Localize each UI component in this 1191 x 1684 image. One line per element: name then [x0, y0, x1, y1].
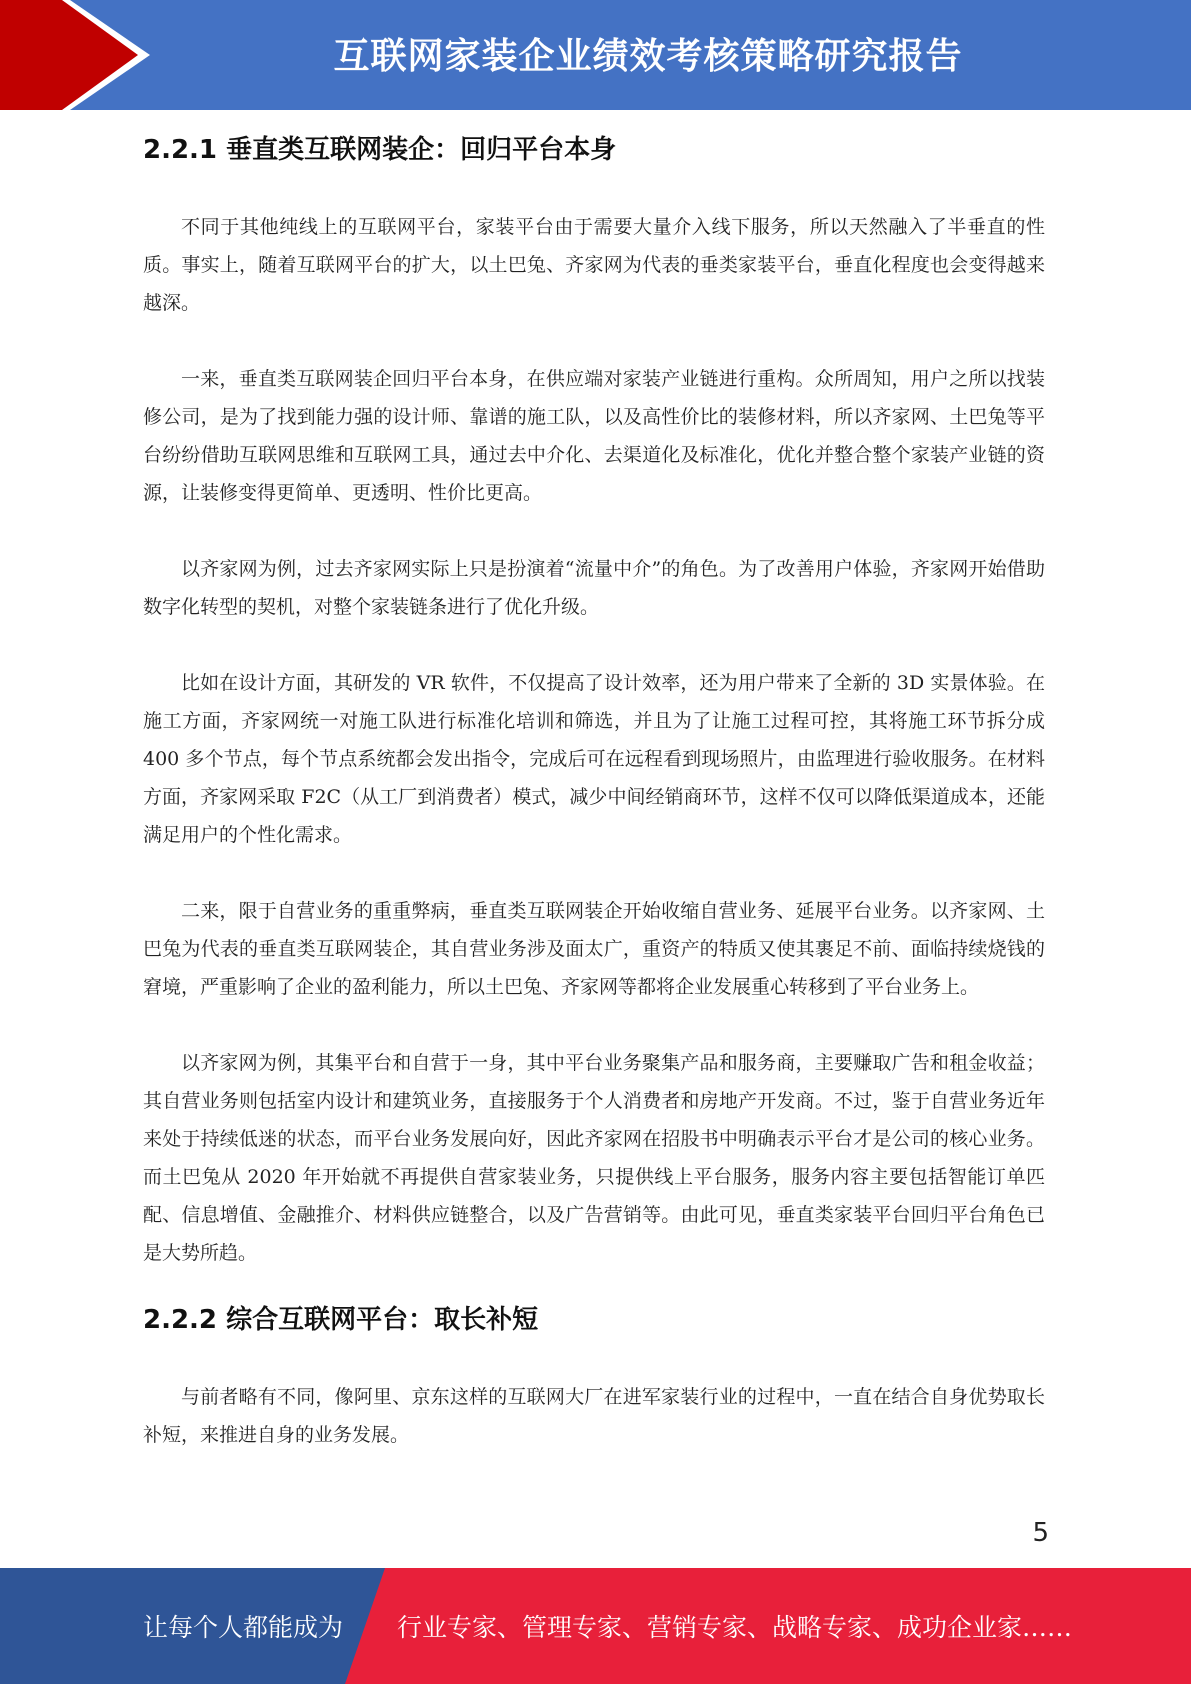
paragraph: 以齐家网为例，其集平台和自营于一身，其中平台业务聚集产品和服务商，主要赚取广告和租金收益；其自营业务则包括室内设计和建筑业务，直接服务于个人消费者和房地产开发商。不过，鉴于自营业务近年来处于持续低迷的状态，而平台业务发展向好，因此齐家网在招股书中明确表示平台才是公司的核心业务。而土巴兔从 2020 年开始就不再提供自营家装业务，只提供线上平台服务，服务内容主要包括智能订单匹配、信息增值、金融推介、材料供应链整合，以及广告营销等。由此可见，垂直类家装平台回归平台角色已是大势所趋。 [143, 1052, 1045, 1264]
section-heading-2-2-2: 2.2.2 综合互联网平台：取长补短 [143, 1305, 539, 1335]
footer-slogan-left: 让每个人都能成为 [143, 1613, 344, 1642]
paragraph: 一来，垂直类互联网装企回归平台本身，在供应端对家装产业链进行重构。众所周知，用户之所以找装修公司，是为了找到能力强的设计师、靠谱的施工队，以及高性价比的装修材料，所以齐家网、土巴兔等平台纷纷借助互联网思维和互联网工具，通过去中介化、去渠道化及标准化，优化并整合整个家装产业链的资源，让装修变得更简单、更透明、性价比更高。 [143, 368, 1045, 504]
page-header [0, 0, 1191, 110]
paragraph: 不同于其他纯线上的互联网平台，家装平台由于需要大量介入线下服务，所以天然融入了半垂直的性质。事实上，随着互联网平台的扩大，以土巴兔、齐家网为代表的垂类家装平台，垂直化程度也会变得越来越深。 [143, 216, 1045, 314]
paragraph: 比如在设计方面，其研发的 VR 软件，不仅提高了设计效率，还为用户带来了全新的 3D 实景体验。在施工方面，齐家网统一对施工队进行标准化培训和筛选，并且为了让施工过程可控，其将施工环节拆分成 400 多个节点，每个节点系统都会发出指令，完成后可在远程看到现场照片，由监理进行验收服务。在材料方面，齐家网采取 F2C（从工厂到消费者）模式，减少中间经销商环节，这样不仅可以降低渠道成本，还能满足用户的个性化需求。 [143, 672, 1045, 846]
page-footer [0, 1568, 1191, 1684]
page-number: 5 [1032, 1518, 1049, 1548]
document-body [143, 126, 1045, 1454]
paragraph: 二来，限于自营业务的重重弊病，垂直类互联网装企开始收缩自营业务、延展平台业务。以齐家网、土巴兔为代表的垂直类互联网装企，其自营业务涉及面太广，重资产的特质又使其裹足不前、面临持续烧钱的窘境，严重影响了企业的盈利能力，所以土巴兔、齐家网等都将企业发展重心转移到了平台业务上。 [143, 900, 1045, 998]
paragraph: 以齐家网为例，过去齐家网实际上只是扮演着“流量中介”的角色。为了改善用户体验，齐家网开始借助数字化转型的契机，对整个家装链条进行了优化升级。 [143, 558, 1045, 618]
footer-slogan-right: 行业专家、管理专家、营销专家、战略专家、成功企业家…… [397, 1613, 1073, 1642]
paragraph: 与前者略有不同，像阿里、京东这样的互联网大厂在进军家装行业的过程中，一直在结合自身优势取长补短，来推进自身的业务发展。 [143, 1386, 1045, 1446]
report-title: 互联网家装企业绩效考核策略研究报告 [333, 35, 963, 77]
section-heading-2-2-1: 2.2.1 垂直类互联网装企：回归平台本身 [143, 135, 617, 165]
